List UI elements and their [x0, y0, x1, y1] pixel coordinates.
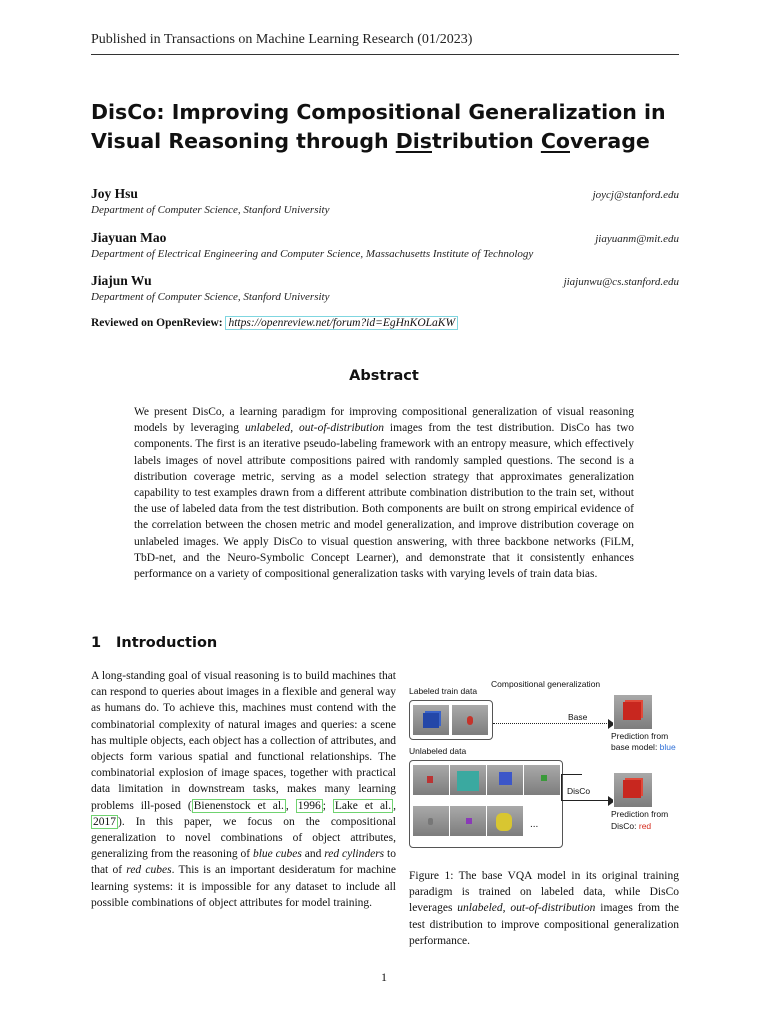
gray-cylinder-icon: [428, 818, 433, 825]
author-affiliation: Department of Electrical Engineering and Computer Science, Massachusetts Institute of Technology: [91, 248, 534, 260]
figure-label-compositional: Compositional generalization: [491, 679, 601, 689]
review-label: Reviewed on OpenReview:: [91, 317, 223, 329]
base-prediction-label-1: Prediction from: [611, 731, 669, 741]
disco-prediction-answer: red: [638, 821, 652, 831]
green-cube-icon: [541, 775, 547, 781]
intro-text: to that of: [91, 848, 397, 877]
base-prediction-answer: blue: [659, 742, 676, 752]
cyan-cube-icon: [457, 771, 479, 791]
train-image: [451, 704, 489, 736]
author-name: Jiajun Wu: [91, 273, 152, 288]
title-co: Co: [540, 129, 570, 153]
review-line: [91, 317, 458, 329]
title-dis: Dis: [395, 129, 432, 153]
citation-link[interactable]: [192, 799, 286, 813]
page-number: 1: [381, 970, 387, 984]
section-heading: [91, 635, 217, 651]
abstract-emphasis: unlabeled, out-of-distribution: [244, 422, 385, 435]
intro-emphasis: red cylinders: [324, 848, 385, 861]
yellow-cylinder-icon: [496, 813, 512, 831]
paper-title: [91, 98, 691, 156]
unlabeled-images-grid: [409, 760, 563, 848]
figure-caption: [409, 868, 679, 949]
running-header: Published in Transactions on Machine Learning Research (01/2023): [91, 32, 473, 47]
unlabeled-image: [412, 764, 450, 796]
red-cube-icon: [427, 776, 433, 783]
title-part1: DisCo: Improving Compositional Generalization in Visual Reasoning through: [91, 100, 666, 153]
unlabeled-image: [486, 805, 524, 837]
author-affiliation: Department of Computer Science, Stanford University: [91, 291, 330, 303]
header-rule: [91, 54, 679, 55]
base-prediction-label-2: [611, 742, 676, 752]
disco-prediction-label-2: [611, 821, 651, 831]
unlabeled-image: [449, 805, 487, 837]
title-verage: verage: [570, 129, 650, 153]
author-email[interactable]: jiayuanm@mit.edu: [595, 233, 679, 245]
author-affiliation: Department of Computer Science, Stanford University: [91, 204, 330, 216]
intro-paragraph: A long-standing goal of visual reasoning is to build machines that can respond to queries about images in a flexible and general way as humans do. To achieve this, machines must contend with the combinatorial complexity of natural images and queries: a scene has multiple objects, each object has a collection of attributes, and objects form various spatial and functional relationships. The combinatorial explosion of image spaces, together with practical data limitation in downstream tasks, makes many learning problems ill-posed ( Bienenstock et al. , 1996 ; Lake et al. , 2017 ). In this paper, we focus on the compositional generalization to novel combinations of object attributes, generalizing from the reasoning of blue cubes and red cylinders to that of red cubes. This is an important desideratum for machine learning systems: it is impossible for any dataset to include all possible combinations of object attributes for model training.: [91, 670, 397, 909]
red-cube-icon: [623, 702, 641, 720]
red-cylinder-icon: [467, 716, 473, 725]
section-title: Introduction: [116, 635, 218, 651]
caption-text: images from the test distribution to improve compositional generalization performance.: [409, 902, 679, 947]
author-name: Joy Hsu: [91, 186, 138, 201]
intro-text: A long-standing goal of visual reasoning is to build machines that can respond to queries about images in a flexible and general way as humans do. To achieve this, machines must contend with the combinatorial complexity of natural images and queries: a scene has multiple objects, each object has a collection of attributes, and objects form various spatial and functional relationships. The combinatorial explosion of image spaces, together with practical data limitation in downstream tasks, makes many learning problems ill-posed (: [91, 670, 396, 812]
figure-label-disco: DisCo: [567, 786, 591, 796]
blue-cube-icon: [423, 713, 439, 728]
base-arrow-line: [493, 723, 609, 724]
abstract-heading: Abstract: [349, 368, 419, 384]
base-prediction-image: [613, 694, 653, 730]
intro-emphasis: blue cubes: [252, 848, 302, 861]
unlabeled-image: [486, 764, 524, 796]
citation-separator: ;: [322, 799, 333, 812]
title-tribution: tribution: [432, 129, 541, 153]
author-name: Jiayuan Mao: [91, 230, 167, 245]
unlabeled-image: [412, 805, 450, 837]
intro-text: and: [301, 848, 325, 861]
citation-year-link[interactable]: 2017: [93, 815, 116, 828]
caption-emphasis: unlabeled, out-of-distribution: [457, 902, 596, 915]
disco-prediction-prefix: DisCo:: [611, 821, 639, 831]
author-email[interactable]: joycj@stanford.edu: [592, 189, 679, 201]
figure-label-train-data: Labeled train data: [409, 686, 478, 696]
more-images-ellipsis: ...: [530, 819, 539, 830]
abstract-text: We present DisCo, a learning paradigm for improving compositional generalization of visual reasoning models by leveraging: [134, 406, 634, 435]
purple-cube-icon: [466, 818, 472, 824]
train-image: [412, 704, 450, 736]
figure-label-base: Base: [568, 712, 588, 722]
section-number: 1: [91, 635, 102, 651]
citation-year-link[interactable]: 1996: [297, 799, 321, 812]
author-email[interactable]: jiajunwu@cs.stanford.edu: [563, 276, 679, 288]
unlabeled-image: [523, 764, 561, 796]
intro-text: ). In this paper, we focus on the compositional generalization to novel combinations of object attributes, generalizing from the reasoning of: [91, 815, 396, 861]
citation-link[interactable]: Lake et al.: [334, 799, 392, 812]
unlabeled-image: [449, 764, 487, 796]
intro-text: . This is an important desideratum for machine learning systems: it is impossible for any dataset to include all possible combinations of object attributes for model training.: [91, 864, 397, 909]
blue-cube-icon: [499, 772, 512, 785]
red-cube-icon: [623, 780, 641, 798]
disco-prediction-label-1: Prediction from: [611, 809, 669, 819]
abstract-body: [134, 404, 634, 582]
intro-emphasis: red cubes: [126, 864, 172, 877]
figure-label-unlabeled-data: Unlabeled data: [409, 746, 467, 756]
caption-text: Figure 1: The base VQA model in its original training paradigm is trained on labeled data, while DisCo leverages: [409, 870, 679, 915]
base-prediction-prefix: base model:: [611, 742, 660, 752]
abstract-text: images from the test distribution. DisCo has two components. The first is an iterative pseudo-labeling framework with an entropy measure, which effectively labels images of novel attribute compositions paired with randomly sampled questions. The second is a distribution coverage metric, serving as a model selection strategy that approximates generalization capability to test examples drawn from a different attribute combination distribution to the train set, without the use of labeled data from the test distribution. Both components are built on strong empirical evidence of the correlation between the chosen metric and model generalization, and improve distribution coverage on unlabeled images. We apply DisCo to visual question answering, with three backbone networks (FiLM, TbD-net, and the Neuro-Symbolic Concept Learner), and demonstrate that it consistently enhances performance on a variety of compositional generalization tasks with varying levels of train data bias.: [134, 422, 634, 581]
labeled-train-images: [409, 700, 493, 740]
figure-1: [405, 672, 680, 852]
disco-prediction-image: [613, 772, 653, 808]
openreview-link[interactable]: https://openreview.net/forum?id=EgHnKOLaKW: [225, 316, 458, 330]
citation-authors: Bienenstock et al.: [193, 799, 284, 812]
